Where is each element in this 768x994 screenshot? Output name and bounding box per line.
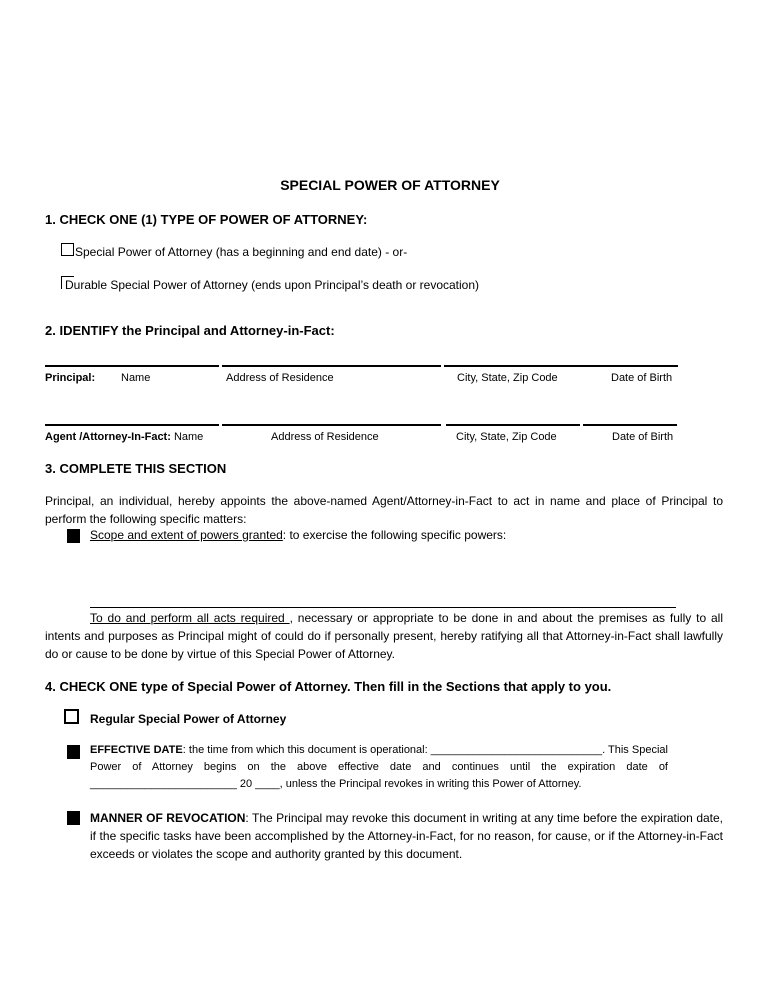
principal-address-line[interactable] bbox=[222, 365, 441, 367]
effective-date-text: : the time from which this document is operational: ____________________________. This Special Power of Attorney begins on the above effective date and continues until the expiration date of ________________________ 20 ____, unless the Principal revokes in writing this Power of Attorney. bbox=[90, 744, 668, 790]
principal-label: Principal: bbox=[45, 372, 96, 384]
scope-line bbox=[90, 526, 506, 544]
principal-city-label: City, State, Zip Code bbox=[457, 372, 558, 384]
agent-dob-line[interactable] bbox=[583, 424, 677, 426]
revocation-label: MANNER OF REVOCATION bbox=[90, 811, 246, 825]
todo-text: , necessary or appropriate to be done in and about the premises as fully to all intents and purposes as Principal might of could do if personally present, hereby ratifying all that Attorney-in-Fact shall lawfully do or cause to be done by virtue of this Special Power of Attorney. bbox=[45, 611, 724, 661]
agent-label: Agent /Attorney-In-Fact: bbox=[45, 431, 171, 443]
todo-paragraph bbox=[45, 609, 723, 663]
revocation-checkbox[interactable] bbox=[67, 811, 80, 825]
special-poa-checkbox[interactable] bbox=[61, 243, 74, 256]
revocation-text: : The Principal may revoke this document in writing at any time before the expiration date, if the specific tasks have been accomplished by the Attorney-in-Fact, for no reason, for cause, or if the Attorney-in-Fact exceeds or violates the scope and authority granted by this document. bbox=[90, 811, 724, 861]
effective-date-checkbox[interactable] bbox=[67, 745, 80, 759]
todo-label: To do and perform all acts required bbox=[90, 611, 290, 625]
revocation-paragraph bbox=[90, 809, 723, 863]
section3-heading: 3. COMPLETE THIS SECTION bbox=[45, 461, 227, 476]
section4-heading: 4. CHECK ONE type of Special Power of Attorney. Then fill in the Sections that apply to you. bbox=[45, 679, 612, 694]
section2-heading: 2. IDENTIFY the Principal and Attorney-in-Fact: bbox=[45, 323, 335, 338]
effective-date-label: EFFECTIVE DATE bbox=[90, 744, 183, 756]
special-poa-option-label: Special Power of Attorney (has a beginning and end date) - or- bbox=[75, 245, 408, 259]
scope-fill-line[interactable] bbox=[90, 607, 676, 608]
principal-city-dob-line[interactable] bbox=[444, 365, 678, 367]
principal-dob-label: Date of Birth bbox=[611, 372, 673, 384]
scope-checkbox[interactable] bbox=[67, 529, 80, 543]
principal-name-label: Name bbox=[121, 372, 151, 384]
agent-city-line[interactable] bbox=[446, 424, 580, 426]
durable-poa-option-label: Durable Special Power of Attorney (ends upon Principal’s death or revocation) bbox=[65, 278, 480, 292]
agent-city-label: City, State, Zip Code bbox=[456, 431, 557, 443]
document-title: SPECIAL POWER OF ATTORNEY bbox=[280, 177, 500, 193]
scope-label: Scope and extent of powers granted bbox=[90, 528, 283, 542]
agent-address-line[interactable] bbox=[222, 424, 441, 426]
effective-date-paragraph bbox=[90, 742, 668, 793]
agent-name-label: Name bbox=[173, 431, 204, 443]
agent-dob-label: Date of Birth bbox=[612, 431, 674, 443]
scope-text: : to exercise the following specific powers: bbox=[282, 528, 507, 542]
agent-label-row bbox=[45, 431, 203, 443]
section3-intro: Principal, an individual, hereby appoints the above-named Agent/Attorney-in-Fact to act in name and place of Principal to perform the following specific matters: bbox=[45, 494, 723, 526]
regular-poa-label: Regular Special Power of Attorney bbox=[90, 712, 287, 726]
agent-address-label: Address of Residence bbox=[271, 431, 379, 443]
agent-name-line[interactable] bbox=[45, 424, 219, 426]
section1-heading: 1. CHECK ONE (1) TYPE OF POWER OF ATTORNEY: bbox=[45, 212, 368, 227]
principal-name-line[interactable] bbox=[45, 365, 219, 367]
principal-address-label: Address of Residence bbox=[226, 372, 334, 384]
regular-poa-checkbox[interactable] bbox=[64, 709, 79, 724]
